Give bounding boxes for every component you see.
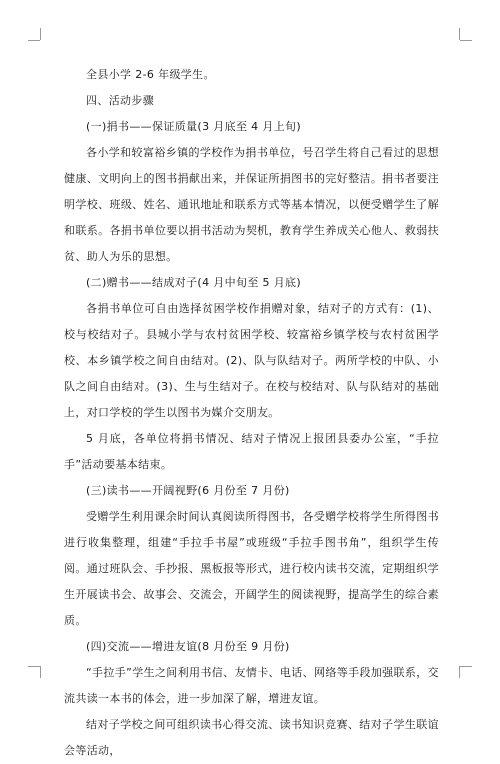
paragraph-exchange: “手拉手”学生之间利用书信、友情卡、电话、网络等手段加强联系，交流共读一本书的体会，进一步加深了解，增进友谊。 — [64, 666, 439, 705]
crop-mark-bottom-left — [28, 666, 40, 667]
paragraph-activities: 结对子学校之间可组织读书心得交流、读书知识竞赛、结对子学生联谊会等活动， — [64, 718, 439, 757]
paragraph-audience: 全县小学 2-6 年级学生。 — [86, 68, 215, 81]
crop-mark-top-left — [40, 28, 41, 40]
document-body — [64, 62, 439, 764]
crop-mark-top-right — [459, 28, 460, 40]
crop-mark-bottom-right — [459, 666, 460, 678]
crop-mark-top-left — [28, 40, 40, 41]
subheading-read: (三)读书——开阔视野(6 月份至 7 月份) — [86, 484, 290, 497]
subheading-exchange: (四)交流——增进友谊(8 月份至 9 月份) — [86, 640, 290, 653]
paragraph-pairing: 各捐书单位可自由选择贫困学校作捐赠对象，结对子的方式有：(1)、校与校结对子。县城小学与农村贫困学校、较富裕乡镇学校与农村贫困学校、本乡镇学校之间自由结对。(2)、队与队结对子。两所学校的中队、小队之间自由结对。(3)、生与生结对子。在校与校结对、队与队结对的基础上，对口学校的学生以图书为媒介交朋友。 — [64, 302, 439, 419]
subheading-give: (二)赠书——结成对子(4 月中旬至 5 月底) — [86, 276, 302, 289]
paragraph-report: 5 月底，各单位将捐书情况、结对子情况上报团县委办公室，“手拉手”活动要基本结束。 — [64, 432, 439, 471]
paragraph-donate: 各小学和较富裕乡镇的学校作为捐书单位，号召学生将自己看过的思想健康、文明向上的图书捐献出来，并保证所捐图书的完好整洁。捐书者要注明学校、班级、姓名、通讯地址和联系方式等基本情况，以便受赠学生了解和联系。各捐书单位要以捐书活动为契机，教育学生养成关心他人、救弱扶贫、助人为乐的思想。 — [64, 146, 439, 263]
crop-mark-top-right — [460, 40, 472, 41]
section-heading-steps: 四、活动步骤 — [86, 94, 155, 107]
subheading-donate: (一)捐书——保证质量(3 月底至 4 月上旬) — [86, 120, 302, 133]
crop-mark-bottom-right — [460, 666, 472, 667]
paragraph-read: 受赠学生利用课余时间认真阅读所得图书，各受赠学校将学生所得图书进行收集整理，组建“手拉手书屋”或班级“手拉手图书角”，组织学生传阅。通过班队会、手抄报、黑板报等形式，进行校内读书交流，定期组织学生开展读书会、故事会、交流会，开阔学生的阅读视野，提高学生的综合素质。 — [64, 510, 439, 627]
crop-mark-bottom-left — [40, 666, 41, 678]
